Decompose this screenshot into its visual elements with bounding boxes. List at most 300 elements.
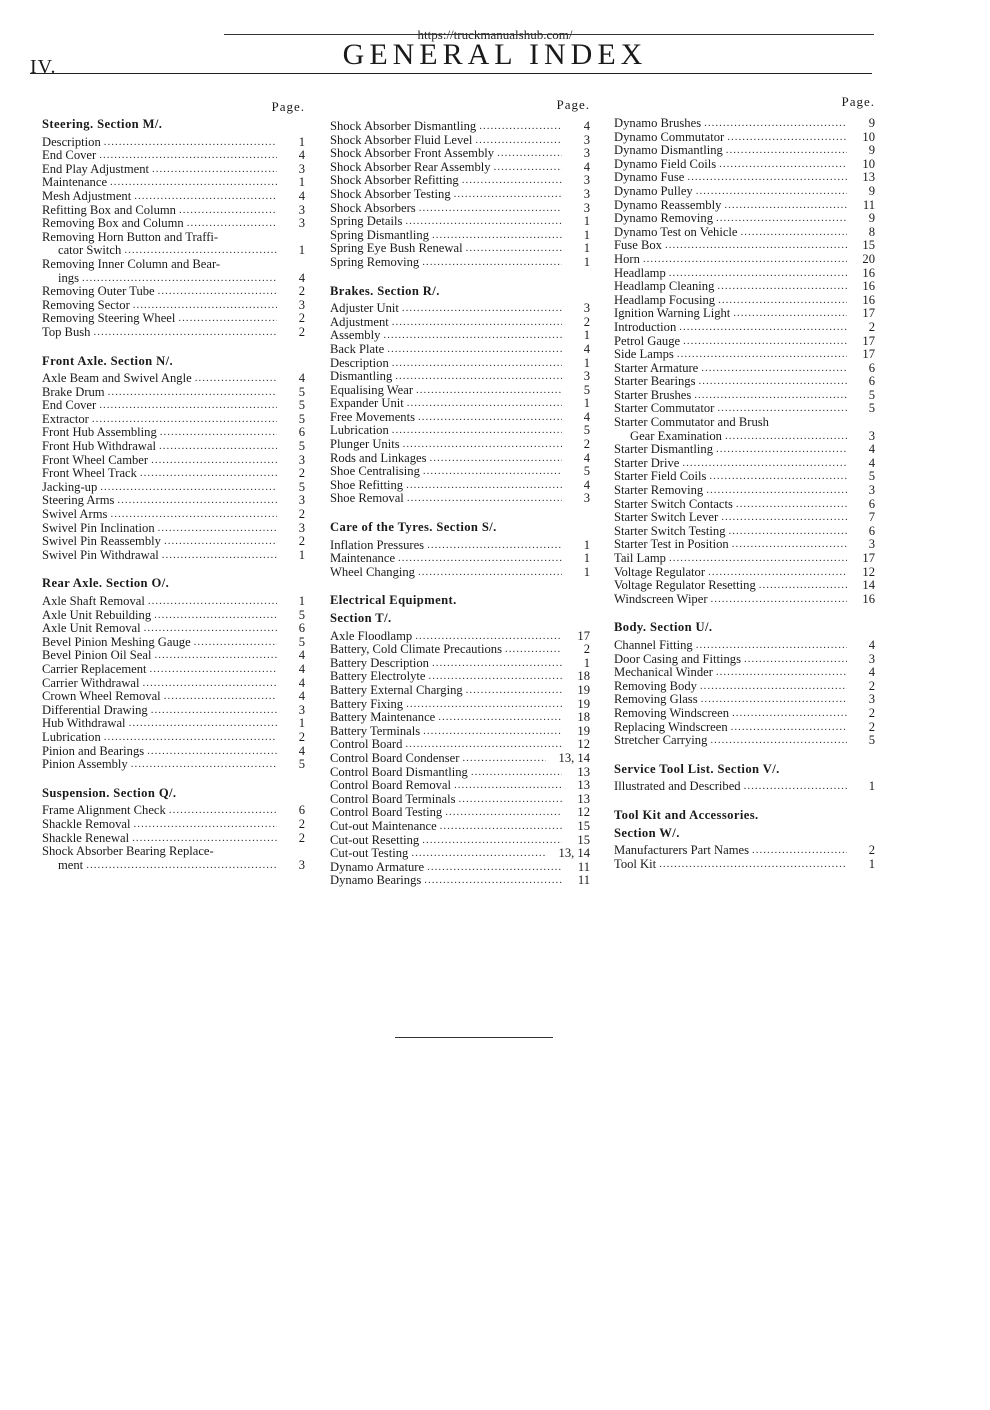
entry-page: 2 (298, 311, 305, 326)
index-entry (614, 653, 875, 667)
index-entry (330, 161, 590, 175)
entry-page: 2 (298, 830, 305, 845)
leader-dots (703, 484, 847, 498)
index-entry (614, 470, 875, 484)
entry-name: Starter Test in Position (614, 537, 729, 552)
leader-dots (89, 413, 277, 427)
entry-page: 16 (862, 591, 875, 606)
index-entry (330, 725, 590, 739)
leader-dots (159, 549, 277, 563)
entry-page: 3 (583, 173, 590, 188)
entry-name: Starter Bearings (614, 374, 696, 389)
index-entry (330, 147, 590, 161)
leader-dots (741, 780, 847, 794)
entry-page: 13, 14 (558, 750, 590, 765)
title-rule (30, 73, 872, 74)
leader-dots (714, 280, 847, 294)
leader-dots (429, 657, 562, 671)
entry-name: Starter Armature (614, 360, 699, 375)
leader-dots (408, 847, 546, 861)
entry-page: 2 (298, 324, 305, 339)
entry-page: 2 (298, 816, 305, 831)
leader-dots (459, 752, 546, 766)
leader-dots (403, 479, 562, 493)
entry-page: 3 (583, 186, 590, 201)
entry-name: Removing Windscreen (614, 705, 730, 720)
entry-page: 17 (862, 333, 875, 348)
leader-dots (419, 834, 562, 848)
index-entry (42, 176, 305, 190)
entry-page: 12 (577, 805, 590, 820)
index-entry (330, 670, 590, 684)
index-entry (330, 174, 590, 188)
entry-page: 4 (868, 637, 875, 652)
entry-name: Plunger Units (330, 437, 400, 452)
entry-page: 3 (868, 483, 875, 498)
leader-dots (420, 465, 562, 479)
section-heading: Electrical Equipment. (330, 593, 457, 608)
leader-dots (147, 663, 277, 677)
entry-page: 3 (298, 857, 305, 872)
entry-page: 5 (298, 398, 305, 413)
entry-name: Stretcher Carrying (614, 733, 708, 748)
leader-dots (756, 579, 847, 593)
entry-name: Door Casing and Fittings (614, 651, 741, 666)
leader-dots (472, 134, 562, 148)
leader-dots (729, 707, 847, 721)
leader-dots (404, 397, 562, 411)
leader-dots (456, 793, 562, 807)
page-title: GENERAL INDEX (342, 38, 648, 71)
leader-dots (96, 399, 277, 413)
entry-name: Headlamp Focusing (614, 292, 716, 307)
entry-page: 1 (583, 537, 590, 552)
leader-dots (728, 721, 847, 735)
entry-name: Swivel Arms (42, 507, 108, 522)
entry-name: Spring Details (330, 214, 403, 229)
index-entry (614, 639, 875, 653)
entry-name: Tail Lamp (614, 551, 666, 565)
leader-dots (718, 511, 847, 525)
entry-page: 1 (298, 594, 305, 608)
leader-dots (708, 593, 847, 607)
entry-name: Shock Absorber Rear Assembly (330, 159, 491, 174)
entry-name: Shock Absorbers (330, 200, 416, 215)
index-entry (330, 370, 590, 384)
entry-name: Dynamo Dismantling (614, 143, 723, 158)
entry-name: Dynamo Reassembly (614, 197, 722, 212)
entry-name: Introduction (614, 319, 677, 334)
index-entry (42, 804, 305, 818)
index-entry (614, 348, 875, 362)
entry-name: Dynamo Armature (330, 859, 425, 874)
entry-name: Lubrication (42, 729, 101, 744)
leader-dots (105, 386, 277, 400)
entry-page: 1 (583, 227, 590, 242)
leader-dots (676, 321, 847, 335)
entry-name: Spring Removing (330, 254, 420, 269)
index-entry (614, 552, 875, 566)
leader-dots (83, 859, 277, 873)
entry-page: 1 (298, 716, 305, 731)
index-entry (42, 549, 305, 563)
entry-page: 4 (583, 119, 590, 133)
leader-dots (693, 639, 847, 653)
index-entry (330, 752, 590, 766)
leader-dots (151, 609, 277, 623)
index-entry (42, 832, 305, 846)
entry-page: 11 (577, 859, 590, 874)
entry-page: 15 (862, 238, 875, 253)
leader-dots (161, 690, 277, 704)
index-entry (330, 424, 590, 438)
leader-dots (680, 335, 847, 349)
index-column-2 (330, 98, 590, 888)
index-entry (42, 204, 305, 218)
entry-page: 1 (298, 547, 305, 562)
leader-dots (114, 494, 277, 508)
entry-page: 12 (577, 737, 590, 752)
entry-name: Starter Switch Contacts (614, 496, 733, 511)
entry-page: 3 (868, 651, 875, 666)
section-heading: Service Tool List. Section V/. (614, 761, 780, 776)
index-entry (330, 256, 590, 270)
entry-name: Replacing Windscreen (614, 719, 728, 734)
entry-page: 11 (577, 873, 590, 888)
entry-page: 17 (862, 347, 875, 362)
entry-name: End Cover (42, 398, 97, 413)
entry-name: Starter Brushes (614, 387, 692, 402)
page-column-label: Page. (271, 99, 305, 114)
index-entry (330, 779, 590, 793)
entry-page: 1 (868, 779, 875, 794)
leader-dots (429, 229, 562, 243)
leader-dots (156, 440, 277, 454)
entry-name: Front Hub Withdrawal (42, 439, 156, 454)
leader-dots (175, 312, 277, 326)
entry-page: 3 (298, 493, 305, 508)
index-entry (42, 481, 305, 495)
index-entry (330, 242, 590, 256)
entry-page: 3 (298, 297, 305, 312)
leader-dots (691, 389, 847, 403)
leader-dots (491, 161, 562, 175)
leader-dots (121, 244, 277, 258)
leader-dots (101, 731, 277, 745)
index-entry (614, 858, 875, 872)
entry-page: 4 (583, 159, 590, 174)
entry-page: 1 (583, 551, 590, 566)
leader-dots (714, 402, 847, 416)
index-entry (614, 117, 875, 131)
section-heading: Section W/. (614, 825, 680, 840)
entry-page: 10 (862, 129, 875, 144)
leader-dots (463, 242, 562, 256)
entry-page: 6 (868, 523, 875, 538)
entry-name: Control Board Terminals (330, 791, 456, 806)
leader-dots (416, 202, 562, 216)
index-entry (42, 717, 305, 731)
index-entry (614, 389, 875, 403)
index-entry (330, 834, 590, 848)
entry-page: 16 (862, 292, 875, 307)
entry-name: Control Board Dismantling (330, 764, 468, 779)
entry-name: Dynamo Brushes (614, 116, 702, 130)
leader-dots (463, 684, 562, 698)
index-entry (330, 806, 590, 820)
index-entry (614, 131, 875, 145)
entry-name: Carrier Replacement (42, 661, 147, 676)
index-entry (330, 684, 590, 698)
entry-page: 14 (862, 578, 875, 593)
index-entry (42, 859, 305, 873)
entry-page: 6 (868, 360, 875, 375)
leader-dots (726, 525, 847, 539)
entry-name: Removing Box and Column (42, 216, 184, 231)
index-entry (330, 357, 590, 371)
entry-name: Description (42, 134, 101, 149)
entry-page: 8 (868, 224, 875, 239)
leader-dots (128, 758, 277, 772)
entry-page: 3 (298, 520, 305, 535)
leader-dots (144, 745, 277, 759)
entry-page: 19 (577, 696, 590, 711)
entry-page: 4 (298, 648, 305, 663)
entry-page: 13 (577, 791, 590, 806)
index-entry (614, 321, 875, 335)
index-entry (614, 226, 875, 240)
section-heading: Care of the Tyres. Section S/. (330, 520, 497, 535)
entry-name: Top Bush (42, 324, 91, 339)
section-heading: Tool Kit and Accessories. (614, 807, 759, 822)
entry-name: Adjustment (330, 314, 389, 329)
index-entry (330, 552, 590, 566)
index-entry (614, 566, 875, 580)
leader-dots (140, 677, 277, 691)
entry-name: Shock Absorber Dismantling (330, 119, 477, 133)
leader-dots (157, 426, 277, 440)
entry-name: Shock Absorber Testing (330, 186, 451, 201)
entry-page: 4 (298, 661, 305, 676)
index-entry (330, 120, 590, 134)
index-entry (330, 793, 590, 807)
leader-dots (155, 522, 277, 536)
index-entry (330, 479, 590, 493)
index-entry (42, 312, 305, 326)
leader-dots (723, 144, 847, 158)
index-entry (330, 738, 590, 752)
entry-page: 13, 14 (558, 846, 590, 861)
leader-dots (662, 239, 847, 253)
leader-dots (137, 467, 277, 481)
index-entry (42, 149, 305, 163)
index-entry (330, 397, 590, 411)
leader-dots (402, 738, 562, 752)
leader-dots (721, 199, 847, 213)
entry-page: 6 (298, 803, 305, 818)
leader-dots (176, 204, 277, 218)
entry-name: Dynamo Bearings (330, 873, 422, 888)
entry-name: Swivel Pin Withdrawal (42, 547, 159, 562)
bottom-divider (395, 1037, 553, 1038)
entry-name: Battery Fixing (330, 696, 404, 711)
entry-name: Channel Fitting (614, 637, 693, 652)
leader-dots (459, 174, 562, 188)
index-entry (330, 657, 590, 671)
source-url[interactable]: https://truckmanualshub.com/ (417, 27, 573, 42)
entry-page: 18 (577, 669, 590, 684)
leader-dots (494, 147, 562, 161)
entry-page: 1 (583, 655, 590, 670)
index-column-1 (42, 100, 305, 872)
leader-dots (666, 267, 847, 281)
page-column-label: Page. (841, 94, 875, 109)
entry-page: 13 (577, 778, 590, 793)
entry-page: 4 (298, 675, 305, 690)
index-entry (330, 134, 590, 148)
entry-name: Illustrated and Described (614, 779, 741, 794)
index-entry (42, 494, 305, 508)
index-entry (330, 874, 590, 888)
entry-name: Extractor (42, 411, 89, 426)
entry-name: Dynamo Test on Vehicle (614, 224, 738, 239)
entry-name: Refitting Box and Column (42, 202, 176, 217)
entry-page: 4 (868, 665, 875, 680)
entry-name: End Play Adjustment (42, 161, 150, 176)
entry-name: Assembly (330, 328, 381, 343)
index-entry (42, 190, 305, 204)
index-entry (614, 144, 875, 158)
entry-page: 5 (583, 464, 590, 479)
index-entry (42, 535, 305, 549)
entry-name: Manufacturers Part Names (614, 843, 749, 858)
index-entry (330, 861, 590, 875)
index-entry (42, 758, 305, 772)
entry-name: Control Board (330, 737, 403, 752)
leader-dots (502, 643, 562, 657)
index-entry (330, 566, 590, 580)
index-entry (330, 202, 590, 216)
entry-name: Shackle Renewal (42, 830, 130, 845)
entry-name: Pinion and Bearings (42, 743, 145, 758)
leader-dots (468, 766, 562, 780)
entry-name: Battery Description (330, 655, 429, 670)
leader-dots (384, 343, 562, 357)
index-entry (42, 622, 305, 636)
leader-dots (713, 212, 847, 226)
entry-page: 3 (298, 161, 305, 176)
entry-name: Rods and Linkages (330, 450, 427, 465)
index-entry (614, 416, 875, 430)
entry-page: 17 (862, 551, 875, 565)
entry-name: Cut-out Maintenance (330, 818, 437, 833)
index-entry (42, 649, 305, 663)
leader-dots (656, 858, 847, 872)
index-entry (42, 163, 305, 177)
index-entry (614, 680, 875, 694)
entry-name: Starter Switch Testing (614, 523, 726, 538)
leader-dots (425, 670, 562, 684)
index-entry (330, 643, 590, 657)
entry-name: Shock Absorber Refitting (330, 173, 459, 188)
index-column-3 (614, 95, 875, 871)
entry-page: 17 (577, 628, 590, 643)
entry-name: Swivel Pin Inclination (42, 520, 155, 535)
entry-page: 1 (583, 241, 590, 256)
leader-dots (79, 272, 277, 286)
entry-page: 3 (868, 537, 875, 552)
index-entry (614, 443, 875, 457)
entry-page: 19 (577, 723, 590, 738)
entry-page: 3 (583, 369, 590, 384)
entry-page: 2 (583, 314, 590, 329)
entry-name: Axle Beam and Swivel Angle (42, 371, 192, 386)
index-entry (42, 690, 305, 704)
entry-page: 2 (868, 705, 875, 720)
leader-dots (149, 163, 277, 177)
entry-page: 5 (868, 387, 875, 402)
leader-dots (413, 384, 562, 398)
entry-page: 17 (862, 306, 875, 321)
entry-name: Wheel Changing (330, 564, 415, 579)
index-entry (614, 212, 875, 226)
index-entry (614, 721, 875, 735)
entry-page: 5 (298, 479, 305, 494)
entry-name: Battery Maintenance (330, 710, 436, 725)
leader-dots (419, 256, 562, 270)
entry-name: Expander Unit (330, 396, 404, 411)
entry-name: Ignition Warning Light (614, 306, 731, 321)
entry-name: Starter Removing (614, 483, 704, 498)
leader-dots (679, 457, 847, 471)
index-entry (330, 698, 590, 712)
entry-page: 20 (862, 251, 875, 266)
section-heading: Body. Section U/. (614, 620, 713, 635)
leader-dots (107, 508, 277, 522)
entry-name: Battery Terminals (330, 723, 421, 738)
section-heading: Brakes. Section R/. (330, 283, 440, 298)
top-divider (224, 34, 874, 35)
leader-dots (129, 832, 277, 846)
leader-dots (107, 176, 277, 190)
entry-page: 1 (583, 355, 590, 370)
index-entry (614, 430, 875, 444)
entry-page: 6 (298, 621, 305, 636)
index-entry (330, 215, 590, 229)
index-entry (614, 171, 875, 185)
entry-page: 18 (577, 710, 590, 725)
entry-page: 10 (862, 156, 875, 171)
index-entry (42, 818, 305, 832)
entry-page: 5 (583, 382, 590, 397)
index-entry (330, 820, 590, 834)
index-entry (42, 136, 305, 150)
index-entry (42, 745, 305, 759)
leader-dots (640, 253, 847, 267)
leader-dots (706, 470, 847, 484)
leader-dots (166, 804, 277, 818)
entry-name: Removing Body (614, 678, 697, 693)
index-entry (614, 484, 875, 498)
index-entry (42, 508, 305, 522)
leader-dots (697, 680, 847, 694)
index-entry (42, 454, 305, 468)
entry-page: 4 (583, 450, 590, 465)
entry-name: Starter Drive (614, 455, 680, 470)
index-entry (614, 294, 875, 308)
index-entry (330, 384, 590, 398)
index-entry (42, 595, 305, 609)
